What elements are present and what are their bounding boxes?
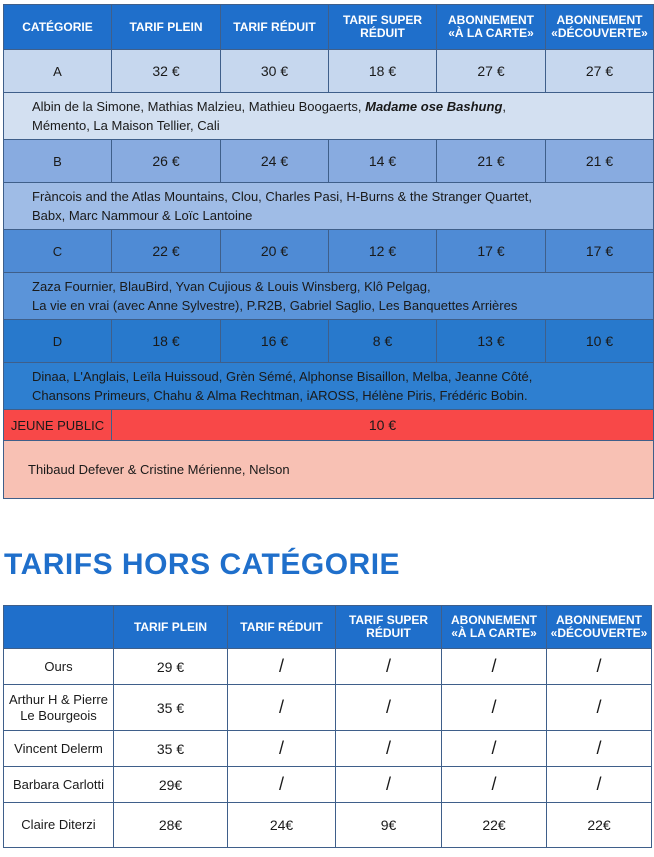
artists-list — [4, 363, 654, 410]
category-row-b — [4, 140, 654, 183]
column-header: TARIF RÉDUIT — [228, 606, 336, 649]
artists-line: Babx, Marc Nammour & Loïc Lantoine — [32, 208, 253, 223]
category-label: B — [4, 140, 112, 183]
column-header: ABONNEMENT «À LA CARTE» — [437, 5, 546, 50]
column-header: TARIF SUPER RÉDUIT — [336, 606, 442, 649]
price-cell: 24 € — [221, 140, 329, 183]
column-header: TARIF SUPER RÉDUIT — [329, 5, 437, 50]
artists-list — [4, 93, 654, 140]
artists-line: Fràncois and the Atlas Mountains, Clou, Charles Pasi, H-Burns & the Stranger Quartet, — [32, 189, 533, 204]
price-cell: / — [547, 731, 652, 767]
price-cell: 16 € — [221, 320, 329, 363]
artists-line: Chansons Primeurs, Chahu & Alma Rechtman, iAROSS, Hélène Piris, Frédéric Bobin. — [32, 388, 528, 403]
category-row-jeune-public — [4, 410, 654, 441]
hors-categorie-price-table — [3, 605, 652, 848]
price-cell: 18 € — [329, 50, 437, 93]
table-header-row — [4, 5, 654, 50]
price-cell: / — [228, 649, 336, 685]
price-cell: 17 € — [546, 230, 654, 273]
artists-row-c — [4, 273, 654, 320]
price-cell: / — [442, 685, 547, 731]
price-cell: 17 € — [437, 230, 546, 273]
price-cell: 10 € — [112, 410, 654, 441]
price-cell: 27 € — [437, 50, 546, 93]
table-row — [4, 767, 652, 803]
artists-row-b — [4, 183, 654, 230]
price-cell: 13 € — [437, 320, 546, 363]
artists-row-a — [4, 93, 654, 140]
price-cell: 12 € — [329, 230, 437, 273]
price-cell: 22€ — [442, 803, 547, 848]
column-header: ABONNEMENT «À LA CARTE» — [442, 606, 547, 649]
price-cell: / — [442, 731, 547, 767]
table-header-row — [4, 606, 652, 649]
price-cell: 9€ — [336, 803, 442, 848]
price-cell: 35 € — [114, 731, 228, 767]
column-header: TARIF RÉDUIT — [221, 5, 329, 50]
artists-line: Mémento, La Maison Tellier, Cali — [32, 118, 220, 133]
price-cell: 18 € — [112, 320, 221, 363]
categories-price-table — [3, 4, 654, 499]
price-cell: / — [228, 685, 336, 731]
artist-name: Ours — [4, 649, 114, 685]
price-cell: / — [547, 685, 652, 731]
artists-list: Thibaud Defever & Cristine Mérienne, Nelson — [4, 441, 654, 499]
price-cell: / — [442, 767, 547, 803]
price-cell: 20 € — [221, 230, 329, 273]
category-label: JEUNE PUBLIC — [4, 410, 112, 441]
artist-name: Claire Diterzi — [4, 803, 114, 848]
artists-line: Zaza Fournier, BlauBird, Yvan Cujious & Louis Winsberg, Klô Pelgag, — [32, 279, 431, 294]
artists-line: Albin de la Simone, Mathias Malzieu, Mathieu Boogaerts, — [32, 99, 366, 114]
category-row-d — [4, 320, 654, 363]
price-cell: / — [228, 731, 336, 767]
column-header: ABONNEMENT «DÉCOUVERTE» — [547, 606, 652, 649]
price-cell: 21 € — [546, 140, 654, 183]
price-cell: / — [336, 685, 442, 731]
table-row — [4, 685, 652, 731]
price-cell: / — [547, 767, 652, 803]
price-cell: / — [442, 649, 547, 685]
artists-line: Dinaa, L'Anglais, Leïla Huissoud, Grèn Sémé, Alphonse Bisaillon, Melba, Jeanne Côté, — [32, 369, 533, 384]
category-label: A — [4, 50, 112, 93]
artists-list — [4, 183, 654, 230]
column-header: CATÉGORIE — [4, 5, 112, 50]
artist-name: Arthur H & Pierre Le Bourgeois — [4, 685, 114, 731]
price-cell: 22 € — [112, 230, 221, 273]
price-cell: 32 € — [112, 50, 221, 93]
category-row-c — [4, 230, 654, 273]
artist-name: Vincent Delerm — [4, 731, 114, 767]
price-cell: 24€ — [228, 803, 336, 848]
price-cell: 21 € — [437, 140, 546, 183]
section-title: TARIFS HORS CATÉGORIE — [4, 548, 401, 581]
price-cell: 27 € — [546, 50, 654, 93]
price-cell: 35 € — [114, 685, 228, 731]
category-row-a — [4, 50, 654, 93]
price-cell: 30 € — [221, 50, 329, 93]
column-header — [4, 606, 114, 649]
column-header: ABONNEMENT «DÉCOUVERTE» — [546, 5, 654, 50]
table-row — [4, 649, 652, 685]
price-cell: 14 € — [329, 140, 437, 183]
price-cell: 28€ — [114, 803, 228, 848]
price-cell: 8 € — [329, 320, 437, 363]
artists-list — [4, 273, 654, 320]
column-header: TARIF PLEIN — [112, 5, 221, 50]
artists-row-jeune-public — [4, 441, 654, 499]
price-cell: 29 € — [114, 649, 228, 685]
price-cell: 29€ — [114, 767, 228, 803]
price-cell: / — [336, 731, 442, 767]
price-cell: / — [336, 767, 442, 803]
category-label: C — [4, 230, 112, 273]
artists-line: La vie en vrai (avec Anne Sylvestre), P.R2B, Gabriel Saglio, Les Banquettes Arrières — [32, 298, 518, 313]
column-header: TARIF PLEIN — [114, 606, 228, 649]
price-cell: 10 € — [546, 320, 654, 363]
artists-row-d — [4, 363, 654, 410]
artists-line-end: , — [502, 99, 507, 114]
table-row — [4, 803, 652, 848]
artist-name: Barbara Carlotti — [4, 767, 114, 803]
table-row — [4, 731, 652, 767]
price-cell: / — [228, 767, 336, 803]
artist-italic: Madame ose Bashung — [365, 99, 503, 114]
price-cell: / — [336, 649, 442, 685]
price-cell: 26 € — [112, 140, 221, 183]
price-cell: 22€ — [547, 803, 652, 848]
category-label: D — [4, 320, 112, 363]
price-cell: / — [547, 649, 652, 685]
